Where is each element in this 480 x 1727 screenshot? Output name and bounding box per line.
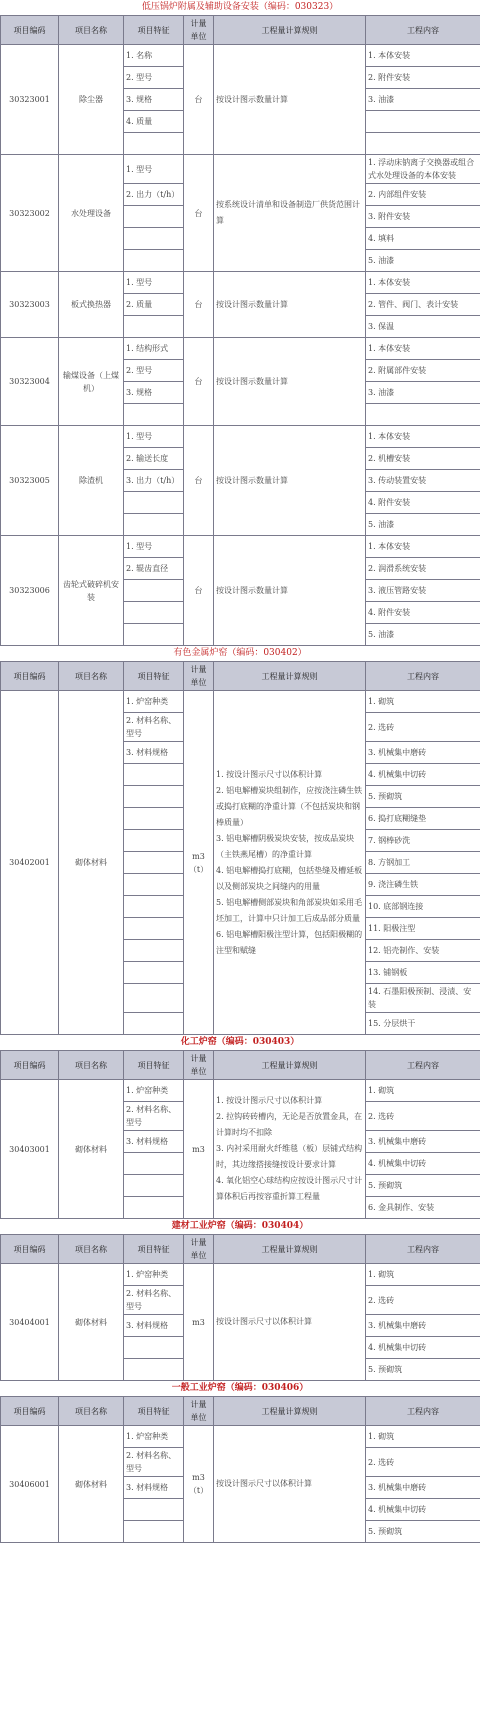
header-rule: 工程量计算规则 [214, 662, 366, 691]
item-name-cell: 砌体材料 [59, 1264, 124, 1381]
feature-cell [124, 786, 184, 808]
feature-cell [124, 514, 184, 536]
content-cell: 13. 铺钢板 [366, 962, 480, 984]
feature-cell [124, 580, 184, 602]
content-cell: 15. 分层烘干 [366, 1013, 480, 1035]
feature-cell [124, 316, 184, 338]
content-cell: 1. 本体安装 [366, 536, 480, 558]
item-code-cell: 30323005 [1, 426, 59, 536]
feature-cell: 3. 出力（t/h） [124, 470, 184, 492]
item-unit-cell: 台 [184, 426, 214, 536]
feature-cell: 2. 材料名称、型号 [124, 1102, 184, 1131]
content-cell [366, 133, 480, 155]
feature-cell [124, 1013, 184, 1035]
header-unit: 计量 单位 [184, 662, 214, 691]
feature-cell: 2. 辊齿直径 [124, 558, 184, 580]
feature-cell [124, 624, 184, 646]
feature-cell [124, 984, 184, 1013]
feature-cell [124, 492, 184, 514]
feature-cell: 2. 输送长度 [124, 448, 184, 470]
section-table [0, 661, 480, 1035]
content-cell: 3. 油漆 [366, 382, 480, 404]
content-cell: 9. 浇注磷生铁 [366, 874, 480, 896]
feature-cell: 1. 型号 [124, 426, 184, 448]
item-unit-cell: 台 [184, 536, 214, 646]
item-name-cell: 输煤设备（上煤机） [59, 338, 124, 426]
item-code-cell: 30323004 [1, 338, 59, 426]
header-code: 项目编码 [1, 662, 59, 691]
header-features: 项目特征 [124, 1051, 184, 1080]
header-unit: 计量 单位 [184, 16, 214, 45]
item-rule-cell: 按设计图示数量计算 [214, 536, 366, 646]
header-rule: 工程量计算规则 [214, 16, 366, 45]
content-cell: 2. 选砖 [366, 1102, 480, 1131]
header-features: 项目特征 [124, 16, 184, 45]
feature-cell: 2. 出力（t/h） [124, 184, 184, 206]
section-title: 有色金属炉窑（编码：030402） [173, 648, 307, 658]
feature-cell: 3. 规格 [124, 89, 184, 111]
header-unit: 计量 单位 [184, 1397, 214, 1426]
section-table [0, 1234, 480, 1381]
content-cell: 3. 油漆 [366, 89, 480, 111]
feature-cell [124, 250, 184, 272]
header-features: 项目特征 [124, 1235, 184, 1264]
item-rule-cell: 1. 按设计图示尺寸以体积计算 2. 拉钩砖砖槽内，无论是否放置金具，在计算时均不扣除 3. 内衬采用耐火纤维毯（板）层铺式结构时，其边缘搭接缝按设计要求计算 4. 氧化铝空心球结构应按设计图示尺寸计算体积后再按容重折算工程量 [214, 1080, 366, 1219]
feature-cell [124, 1337, 184, 1359]
feature-cell [124, 874, 184, 896]
content-cell: 4. 机械集中切砖 [366, 1337, 480, 1359]
item-unit-cell: 台 [184, 155, 214, 272]
feature-cell: 1. 型号 [124, 155, 184, 184]
item-code-cell: 30403001 [1, 1080, 59, 1219]
feature-cell [124, 962, 184, 984]
content-cell: 2. 选砖 [366, 713, 480, 742]
content-cell: 3. 传动装置安装 [366, 470, 480, 492]
content-cell: 1. 砌筑 [366, 1426, 480, 1448]
feature-cell: 1. 炉窑种类 [124, 691, 184, 713]
section-title: 一般工业炉窑（编码：030406） [171, 1383, 309, 1393]
feature-cell [124, 764, 184, 786]
content-cell: 4. 填料 [366, 228, 480, 250]
table-row [1, 338, 480, 360]
table-row [1, 1264, 480, 1286]
section-title: 建材工业炉窑（编码：030404） [171, 1221, 309, 1231]
item-rule-cell: 按设计图示尺寸以体积计算 [214, 1264, 366, 1381]
header-features: 项目特征 [124, 1397, 184, 1426]
content-cell: 2. 机槽安装 [366, 448, 480, 470]
table-row [1, 426, 480, 448]
content-cell: 1. 砌筑 [366, 691, 480, 713]
content-cell: 1. 砌筑 [366, 1264, 480, 1286]
content-cell: 3. 机械集中磨砖 [366, 742, 480, 764]
content-cell: 3. 机械集中磨砖 [366, 1131, 480, 1153]
table-row [1, 1080, 480, 1102]
item-unit-cell: 台 [184, 338, 214, 426]
item-unit-cell: m3 [184, 1080, 214, 1219]
content-cell: 2. 选砖 [366, 1448, 480, 1477]
content-cell: 1. 砌筑 [366, 1080, 480, 1102]
content-cell: 3. 机械集中磨砖 [366, 1477, 480, 1499]
content-cell: 5. 预砌筑 [366, 786, 480, 808]
content-cell: 10. 底部钢连接 [366, 896, 480, 918]
item-name-cell: 水处理设备 [59, 155, 124, 272]
item-rule-cell: 按设计图示数量计算 [214, 338, 366, 426]
item-code-cell: 30323003 [1, 272, 59, 338]
feature-cell: 2. 材料名称、型号 [124, 1286, 184, 1315]
content-cell: 2. 润滑系统安装 [366, 558, 480, 580]
content-cell: 3. 机械集中磨砖 [366, 1315, 480, 1337]
item-name-cell: 砌体材料 [59, 1426, 124, 1543]
content-cell: 2. 管件、阀门、表计安装 [366, 294, 480, 316]
item-name-cell: 砌体材料 [59, 1080, 124, 1219]
feature-cell: 1. 型号 [124, 272, 184, 294]
item-unit-cell: 台 [184, 272, 214, 338]
content-cell: 12. 铝壳制作、安装 [366, 940, 480, 962]
section-table [0, 15, 480, 646]
feature-cell [124, 940, 184, 962]
feature-cell: 2. 型号 [124, 360, 184, 382]
header-row [1, 16, 480, 45]
content-cell: 4. 机械集中切砖 [366, 764, 480, 786]
section-title: 低压锅炉附属及辅助设备安装（编码：030323） [141, 2, 339, 12]
content-cell: 2. 附属部件安装 [366, 360, 480, 382]
item-code-cell: 30323006 [1, 536, 59, 646]
feature-cell: 1. 结构形式 [124, 338, 184, 360]
item-unit-cell: m3（t） [184, 1426, 214, 1543]
feature-cell [124, 1359, 184, 1381]
content-cell: 4. 附件安装 [366, 602, 480, 624]
content-cell [366, 111, 480, 133]
feature-cell: 3. 材料规格 [124, 1131, 184, 1153]
header-content: 工程内容 [366, 1051, 480, 1080]
header-code: 项目编码 [1, 1051, 59, 1080]
item-rule-cell: 1. 按设计图示尺寸以体积计算 2. 铝电解槽炭块组制作，应按浇注磷生铁或捣打底糊的净重计算（不包括炭块和钢棒质量） 3. 铝电解槽阴极炭块安装，按成品炭块（主铁燕尾槽）的净重计算 4. 铝电解槽捣打底糊，包括垫缝及槽延板以及侧部炭块之间缝内的用量 5. 铝电解槽侧部炭块和角部炭块如采用毛坯加工，计算中只计加工后成品部分质量 6. 铝电解槽阳极注型计算，包括阳极糊的注型和赋缝 [214, 691, 366, 1035]
content-cell: 14. 石墨阳极预制、浸渍、安装 [366, 984, 480, 1013]
section-title: 化工炉窑（编码：030403） [180, 1037, 300, 1047]
content-cell: 4. 机械集中切砖 [366, 1153, 480, 1175]
header-code: 项目编码 [1, 1397, 59, 1426]
section-table [0, 1050, 480, 1219]
header-unit: 计量 单位 [184, 1235, 214, 1264]
feature-cell: 2. 型号 [124, 67, 184, 89]
item-name-cell: 齿轮式破碎机安装 [59, 536, 124, 646]
header-content: 工程内容 [366, 16, 480, 45]
header-name: 项目名称 [59, 16, 124, 45]
feature-cell [124, 852, 184, 874]
header-rule: 工程量计算规则 [214, 1397, 366, 1426]
table-row [1, 1426, 480, 1448]
content-cell: 5. 预砌筑 [366, 1175, 480, 1197]
feature-cell [124, 918, 184, 940]
content-cell [366, 404, 480, 426]
feature-cell: 1. 炉窑种类 [124, 1080, 184, 1102]
content-cell: 3. 液压管路安装 [366, 580, 480, 602]
table-row [1, 691, 480, 713]
header-content: 工程内容 [366, 662, 480, 691]
feature-cell: 3. 材料规格 [124, 1315, 184, 1337]
table-row [1, 155, 480, 184]
item-code-cell: 30323002 [1, 155, 59, 272]
header-features: 项目特征 [124, 662, 184, 691]
header-code: 项目编码 [1, 1235, 59, 1264]
item-code-cell: 30323001 [1, 45, 59, 155]
header-code: 项目编码 [1, 16, 59, 45]
table-row [1, 536, 480, 558]
content-cell: 5. 预砌筑 [366, 1521, 480, 1543]
feature-cell: 1. 型号 [124, 536, 184, 558]
feature-cell [124, 896, 184, 918]
feature-cell [124, 1153, 184, 1175]
content-cell: 2. 选砖 [366, 1286, 480, 1315]
item-code-cell: 30404001 [1, 1264, 59, 1381]
header-name: 项目名称 [59, 1397, 124, 1426]
feature-cell: 1. 炉窑种类 [124, 1264, 184, 1286]
header-unit: 计量 单位 [184, 1051, 214, 1080]
feature-cell: 2. 质量 [124, 294, 184, 316]
feature-cell [124, 1175, 184, 1197]
header-name: 项目名称 [59, 1235, 124, 1264]
header-row [1, 662, 480, 691]
feature-cell: 3. 材料规格 [124, 742, 184, 764]
table-row [1, 272, 480, 294]
content-cell: 8. 方钢加工 [366, 852, 480, 874]
item-unit-cell: m3 [184, 1264, 214, 1381]
header-name: 项目名称 [59, 662, 124, 691]
feature-cell: 1. 名称 [124, 45, 184, 67]
item-rule-cell: 按设计图示数量计算 [214, 426, 366, 536]
item-name-cell: 砌体材料 [59, 691, 124, 1035]
content-cell: 5. 预砌筑 [366, 1359, 480, 1381]
content-cell: 3. 保温 [366, 316, 480, 338]
header-content: 工程内容 [366, 1235, 480, 1264]
feature-cell: 4. 质量 [124, 111, 184, 133]
content-cell: 1. 本体安装 [366, 45, 480, 67]
content-cell: 7. 钢棒砂洗 [366, 830, 480, 852]
header-name: 项目名称 [59, 1051, 124, 1080]
content-cell: 1. 本体安装 [366, 426, 480, 448]
item-code-cell: 30406001 [1, 1426, 59, 1543]
item-code-cell: 30402001 [1, 691, 59, 1035]
item-rule-cell: 按设计图示数量计算 [214, 272, 366, 338]
content-cell: 2. 内部组件安装 [366, 184, 480, 206]
item-unit-cell: 台 [184, 45, 214, 155]
header-rule: 工程量计算规则 [214, 1235, 366, 1264]
content-cell: 1. 浮动床钠离子交换器或组合式水处理设备的本体安装 [366, 155, 480, 184]
feature-cell [124, 808, 184, 830]
feature-cell [124, 1197, 184, 1219]
item-unit-cell: m3（t） [184, 691, 214, 1035]
content-cell: 4. 机械集中切砖 [366, 1499, 480, 1521]
content-cell: 2. 附件安装 [366, 67, 480, 89]
feature-cell [124, 1499, 184, 1521]
feature-cell: 3. 材料规格 [124, 1477, 184, 1499]
table-row [1, 45, 480, 67]
feature-cell: 1. 炉窑种类 [124, 1426, 184, 1448]
content-cell: 1. 本体安装 [366, 338, 480, 360]
content-cell: 5. 油漆 [366, 624, 480, 646]
feature-cell: 3. 规格 [124, 382, 184, 404]
header-rule: 工程量计算规则 [214, 1051, 366, 1080]
content-cell: 11. 阳极注型 [366, 918, 480, 940]
feature-cell [124, 206, 184, 228]
item-rule-cell: 按系统设计清单和设备制造厂供货范围计算 [214, 155, 366, 272]
content-cell: 6. 捣打底糊缝垫 [366, 808, 480, 830]
feature-cell [124, 133, 184, 155]
section-table [0, 1396, 480, 1543]
header-row [1, 1235, 480, 1264]
content-cell: 3. 附件安装 [366, 206, 480, 228]
item-name-cell: 板式换热器 [59, 272, 124, 338]
feature-cell [124, 228, 184, 250]
feature-cell: 2. 材料名称、型号 [124, 713, 184, 742]
content-cell: 5. 油漆 [366, 514, 480, 536]
item-rule-cell: 按设计图示尺寸以体积计算 [214, 1426, 366, 1543]
feature-cell [124, 830, 184, 852]
item-name-cell: 除尘器 [59, 45, 124, 155]
header-row [1, 1051, 480, 1080]
content-cell: 5. 油漆 [366, 250, 480, 272]
feature-cell [124, 404, 184, 426]
feature-cell [124, 1521, 184, 1543]
item-name-cell: 除渣机 [59, 426, 124, 536]
content-cell: 6. 金具制作、安装 [366, 1197, 480, 1219]
header-content: 工程内容 [366, 1397, 480, 1426]
header-row [1, 1397, 480, 1426]
content-cell: 4. 附件安装 [366, 492, 480, 514]
item-rule-cell: 按设计图示数量计算 [214, 45, 366, 155]
content-cell: 1. 本体安装 [366, 272, 480, 294]
feature-cell [124, 602, 184, 624]
feature-cell: 2. 材料名称、型号 [124, 1448, 184, 1477]
